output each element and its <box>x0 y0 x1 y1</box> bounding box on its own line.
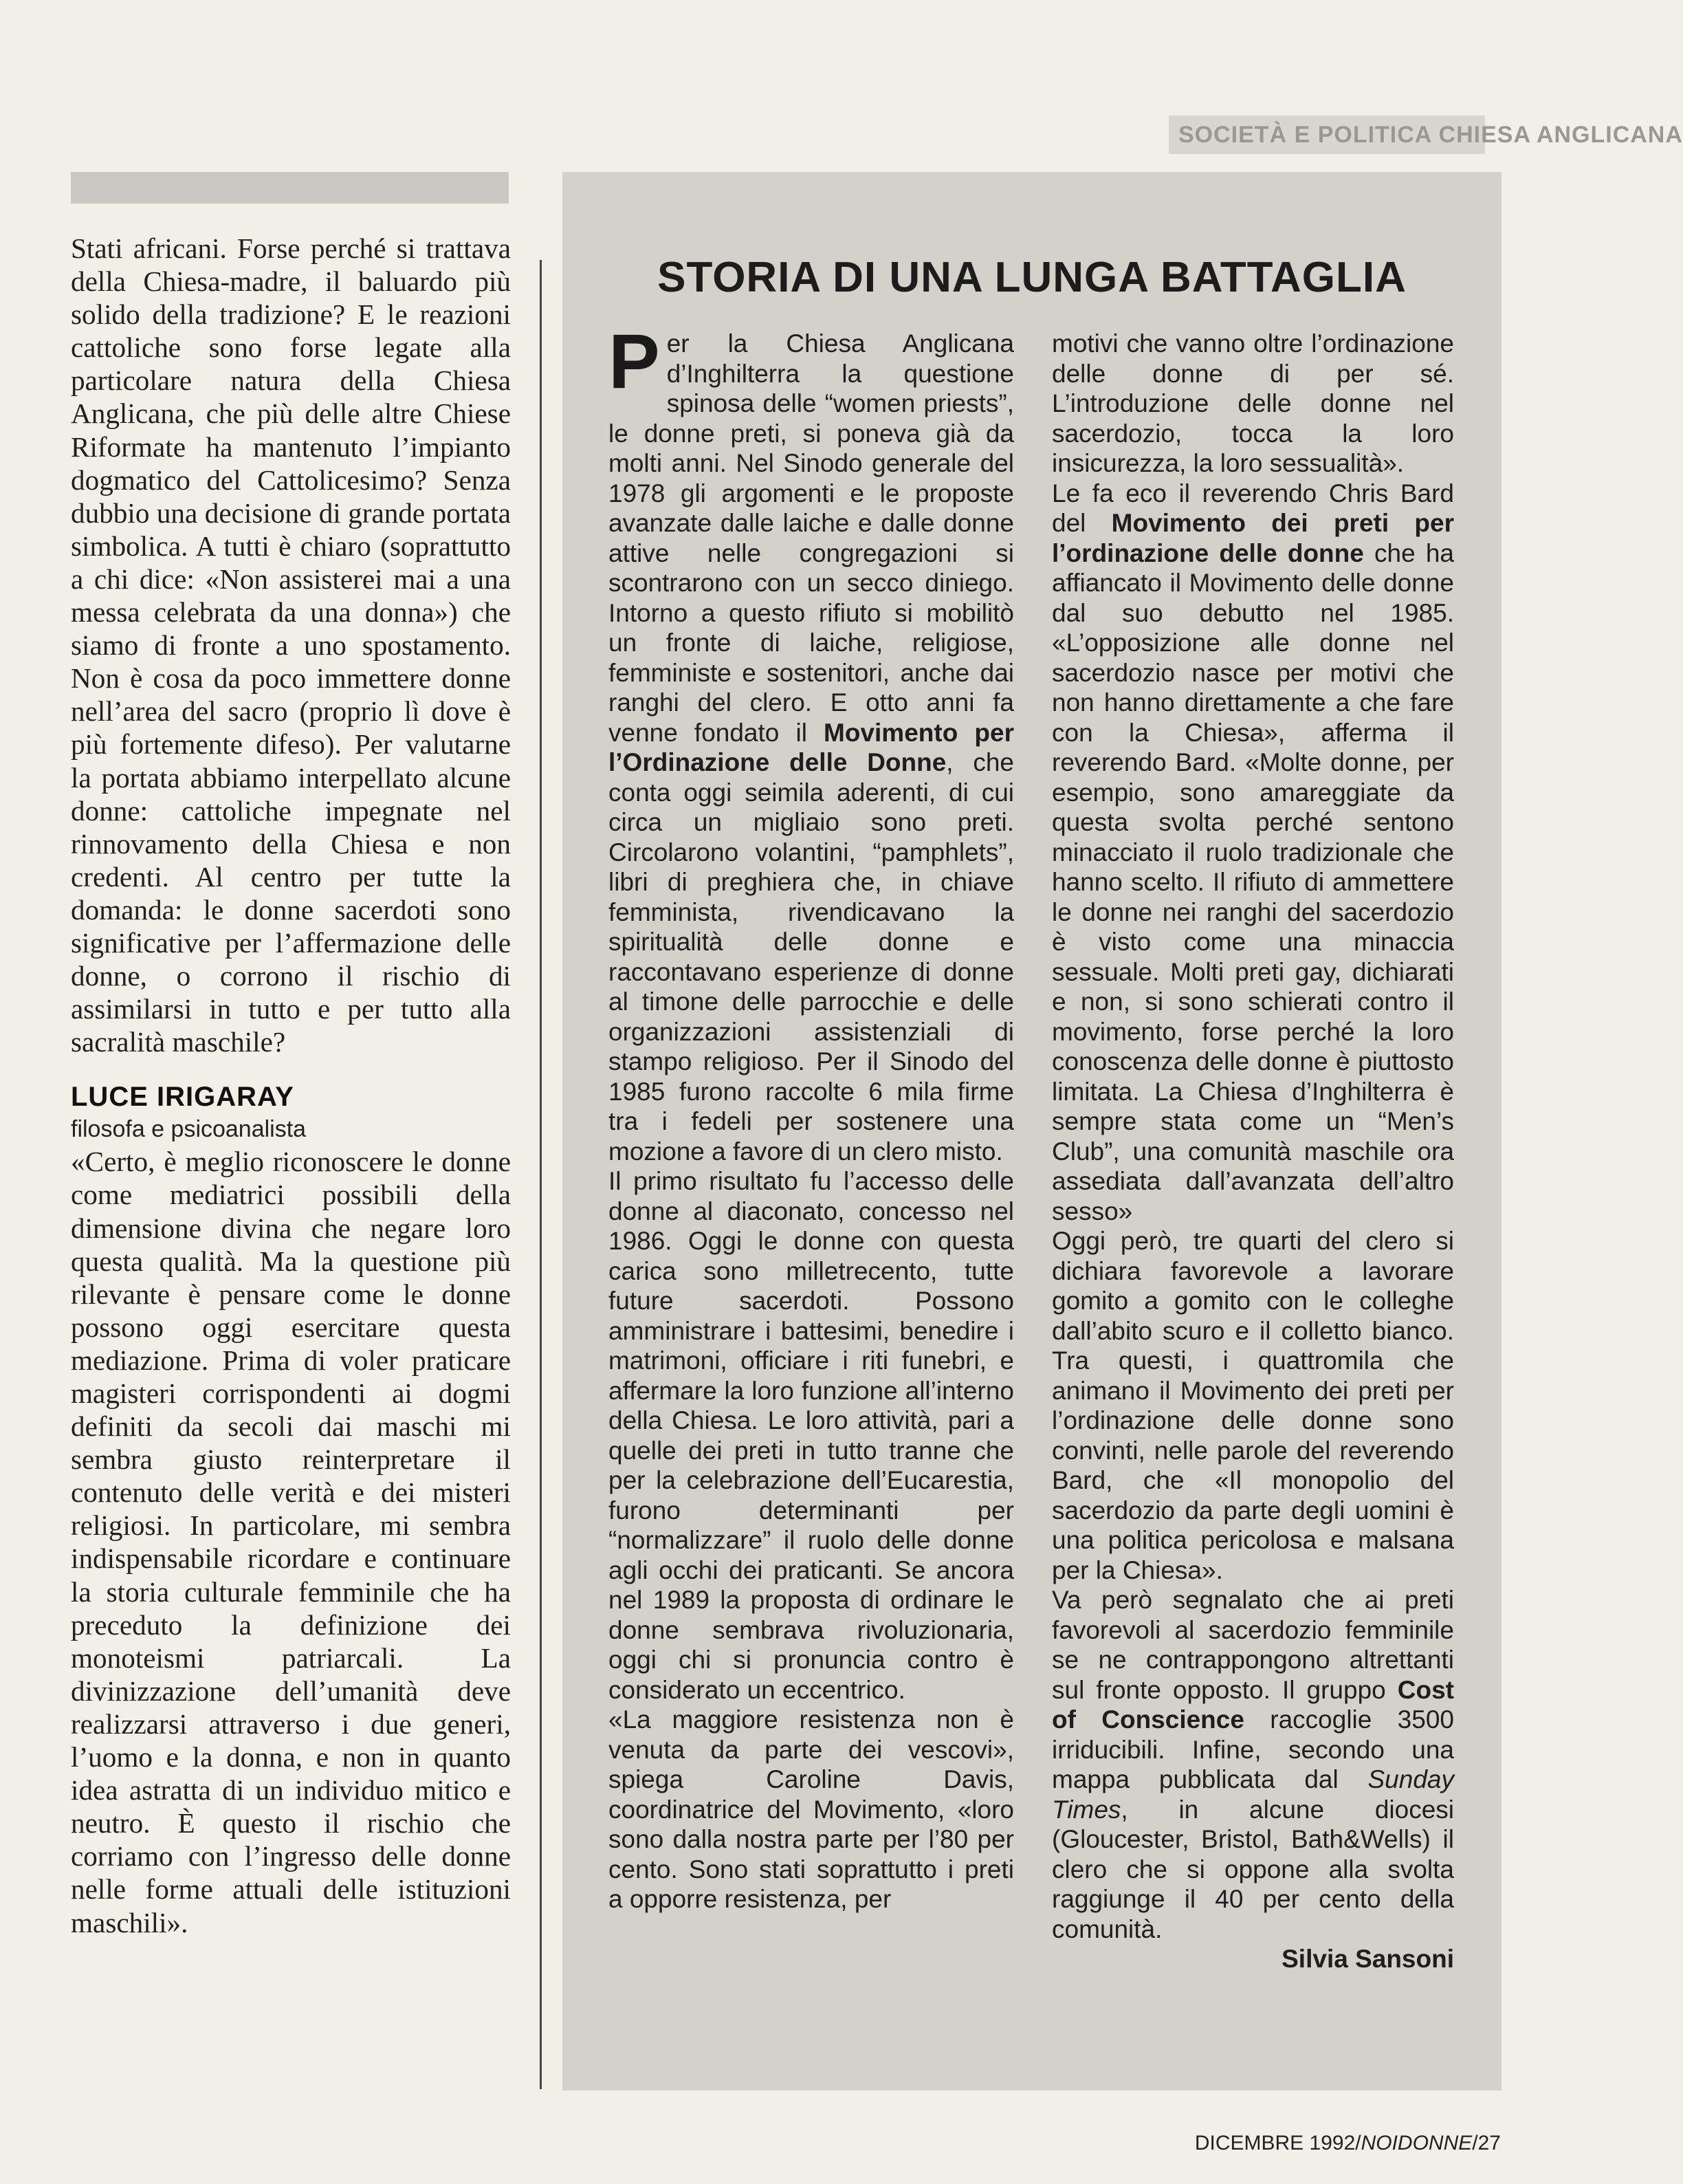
left-column-header-bar <box>71 172 509 204</box>
speaker-name: LUCE IRIGARAY <box>71 1082 294 1113</box>
speaker-block <box>71 1079 511 1939</box>
box-paragraph: Oggi però, tre quarti del clero si dichiara favorevole a lavorare gomito a gomito con le colleghe dall’abito scuro e il colletto bianco. Tra questi, i quattromila che animano il Movimento dei preti per l’ordinazione delle donne sono convinti, nelle parole del reverendo Bard, che «Il monopolio del sacerdozio da parte degli uomini è una politica pericolosa e malsana per la Chiesa». <box>1052 1227 1454 1584</box>
intro-paragraph: Stati africani. Forse perché si trattava della Chiesa-madre, il baluardo più solido della tradizione? E le reazioni cattoliche sono forse legate alla particolare natura della Chiesa Anglicana, che più delle altre Chiese Riformate ha mantenuto l’impianto dogmatico del Cattolicesimo? Senza dubbio una decisione di grande portata simbolica. A tutti è chiaro (soprattutto a chi dice: «Non assisterei mai a una messa celebrata da una donna») che siamo di fronte a uno spostamento. Non è cosa da poco immettere donne nell’area del sacro (proprio lì dove è più fortemente difeso). Per valutarne la portata abbiamo interpellato alcune donne: cattoliche impegnate nel rinnovamento della Chiesa e non credenti. Al centro per tutte la domanda: le donne sacerdoti sono significative per l’affermazione delle donne, o corrono il rischio di assimilarsi in tutto e per tutto alla sacralità maschile? <box>71 232 511 1058</box>
speaker-quote: «Certo, è meglio riconoscere le donne come mediatrici possibili della dimensione divina che negare loro questa qualità. Ma la questione più rilevante è pensare come le donne possono oggi esercitare questa mediazione. Prima di voler praticare magisteri corrispondenti ai dogmi definiti da secoli dai maschi mi sembra giusto reinterpretare il contenuto delle verità e dei misteri religiosi. In particolare, mi sembra indispensabile ricordare e continuare la storia culturale femminile che ha preceduto la definizione dei monoteismi patriarcali. La divinizzazione dell’umanità deve realizzarsi attraverso i due generi, l’uomo e la donna, e non in quanto idea astratta di un individuo mitico e neutro. È questo il rischio che corriamo con l’ingresso delle donne nelle forme attuali delle istituzioni maschili». <box>71 1146 511 1939</box>
box-title: STORIA DI UNA LUNGA BATTAGLIA <box>657 254 1407 301</box>
author-signature: Silvia Sansoni <box>1282 1945 1454 1973</box>
box-paragraph: Il primo risultato fu l’accesso delle donne al diaconato, concesso nel 1986. Oggi le donne con questa carica sono milletrecento, tutte future sacerdoti. Possono amministrare i battesimi, benedire i matrimoni, officiare i riti funebri, e affermare la loro funzione all’interno della Chiesa. Le loro attività, pari a quelle dei preti in tutto tranne che per la celebrazione dell’Eucarestia, furono determinanti per “normalizzare” il ruolo delle donne agli occhi dei praticanti. Se ancora nel 1989 la proposta di ordinare le donne sembrava rivoluzionaria, oggi chi si pronuncia contro è considerato un eccentrico. <box>608 1167 1014 1704</box>
box-column-2 <box>1052 329 1454 1974</box>
box-column-1 <box>608 318 1014 1914</box>
speaker-role: filosofa e psicoanalista <box>71 1116 307 1143</box>
bold-term: Cost of Conscience <box>1052 1675 1454 1734</box>
box-paragraph: Per la Chiesa Anglicana d’Inghilterra la questione spinosa delle “women priests”, le donne preti, si poneva già da molti anni. Nel Sinodo generale del 1978 gli argomenti e le proposte avanzate dalle laiche e dalle donne attive nelle congregazioni si scontrarono con un secco diniego. Intorno a questo rifiuto si mobilitò un fronte di laiche, religiose, femministe e sostenitori, anche dai ranghi del clero. E otto anni fa venne fondato il Movimento per l’Ordinazione delle Donne, che conta oggi seimila aderenti, di cui circa un migliaio sono preti. Circolarono volantini, “pamphlets”, libri di preghiera che, in chiave femminista, rivendicavano la spiritualità delle donne e raccontavano esperienze di donne al timone delle parrocchie e delle organizzazioni assistenziali di stampo religioso. Per il Sinodo del 1985 furono raccolte 6 mila firme tra i fedeli per sostenere una mozione a favore di un clero misto. <box>608 318 1014 1166</box>
bold-term: Movimento dei preti per l’ordinazione delle donne <box>1052 509 1454 567</box>
bold-term: Movimento per l’Ordinazione delle Donne <box>608 718 1014 776</box>
column-divider <box>540 260 542 2089</box>
footer-page-number: /27 <box>1472 2132 1501 2154</box>
box-paragraph: Le fa eco il reverendo Chris Bard del Movimento dei preti per l’ordinazione delle donne che ha affiancato il Movimento delle donne dal suo debutto nel 1985. «L’opposizione alle donne nel sacerdozio nasce per motivi che non hanno direttamente a che fare con la Chiesa», afferma il reverendo Bard. «Molte donne, per esempio, sono amareggiate da questa svolta perché sentono minacciato il ruolo tradizionale che hanno scelto. Il rifiuto di ammettere le donne nei ranghi del sacerdozio è visto come una minaccia sessuale. Molti preti gay, dichiarati e non, si sono schierati contro il movimento, forse perché la loro conoscenza delle donne è piuttosto limitata. La Chiesa d’Inghilterra è sempre stata come un “Men’s Club”, una comunità maschile ora assediata dall’avanzata dell’altro sesso» <box>1052 479 1454 1225</box>
box-paragraph: «La maggiore resistenza non è venuta da parte dei vescovi», spiega Caroline Davis, coordinatrice del Movimento, «loro sono dalla nostra parte per l’80 per cento. Sono stati soprattutto i preti a opporre resistenza, per <box>608 1705 1014 1913</box>
footer-date: DICEMBRE 1992/ <box>1194 2132 1361 2154</box>
box-paragraph: Va però segnalato che ai preti favorevoli al sacerdozio femminile se ne contrappongono altrettanti sul fronte opposto. Il gruppo Cost of Conscience raccoglie 3500 irriducibili. Infine, secondo una mappa pubblicata dal Sunday Times, in alcune diocesi (Gloucester, Bristol, Bath&Wells) il clero che si oppone alla svolta raggiunge il 40 per cento della comunità. <box>1052 1586 1454 1943</box>
left-column <box>71 232 511 1939</box>
page-footer <box>1195 2132 1501 2155</box>
section-header: SOCIETÀ E POLITICA CHIESA ANGLICANA <box>1169 116 1485 154</box>
drop-cap: P <box>608 318 660 404</box>
italic-term: Sunday Times <box>1052 1765 1454 1824</box>
box-paragraph: motivi che vanno oltre l’ordinazione delle donne di per sé. L’introduzione delle donne nel sacerdozio, tocca la loro insicurezza, la loro sessualità». <box>1052 329 1454 477</box>
footer-magazine: NOIDONNE <box>1361 2132 1473 2154</box>
